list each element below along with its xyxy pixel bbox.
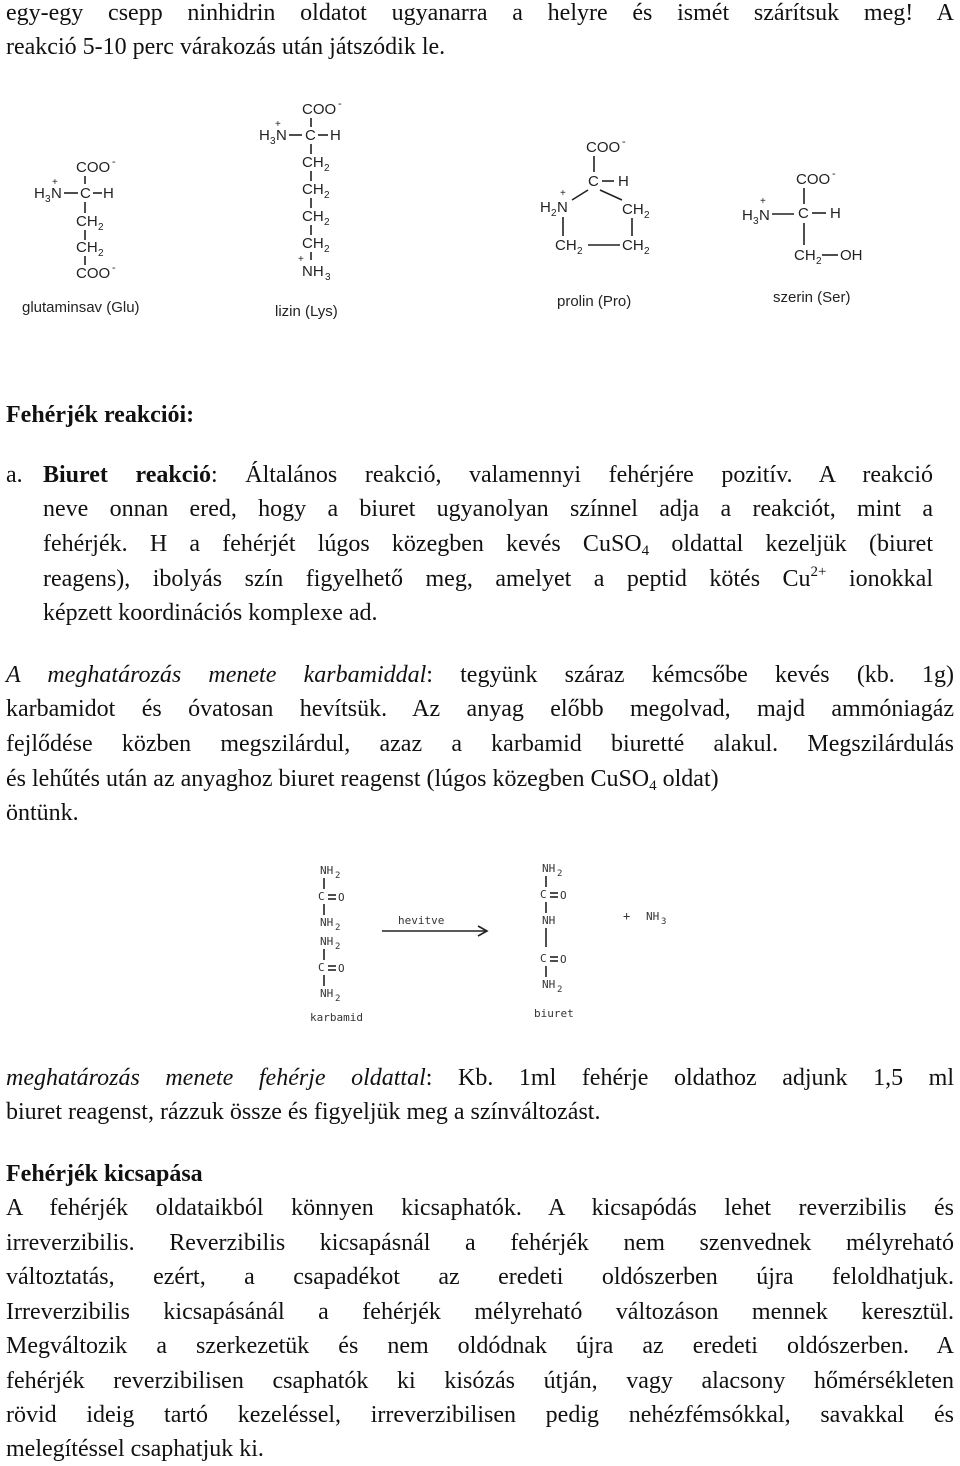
svg-text:2: 2	[335, 942, 341, 952]
biuret-line-4: reagens), ibolyás szín figyelhető meg, amelyet a peptid kötés $Cu^{2+}$ ionokkal	[43, 564, 933, 592]
glutamic-acid-structure	[34, 156, 116, 282]
svg-text:C: C	[540, 888, 547, 901]
biuret-line-5: képzett koordinációs komplexe ad.	[43, 600, 378, 626]
svg-text:-: -	[622, 136, 626, 148]
svg-text:+: +	[275, 119, 281, 130]
svg-text:2: 2	[577, 246, 583, 257]
svg-text:2: 2	[551, 208, 557, 219]
precip-line: fehérjék reverzibilisen csaphatók ki kisózás útján, vagy alacsony hőmérsékleten	[6, 1368, 954, 1394]
svg-text:H: H	[259, 127, 270, 144]
svg-text:2: 2	[98, 248, 104, 259]
svg-text:NH: NH	[320, 935, 334, 948]
svg-text:COO: COO	[302, 101, 337, 118]
svg-text:C: C	[318, 890, 325, 903]
svg-text:H: H	[103, 185, 114, 202]
svg-text:-: -	[112, 262, 116, 274]
karbamid-label: karbamid	[310, 1011, 363, 1024]
svg-text:NH: NH	[320, 987, 334, 1000]
item-letter: a.	[6, 462, 23, 488]
svg-text:N: N	[557, 199, 568, 216]
svg-text:CH: CH	[555, 237, 577, 254]
karbamid-line-3: fejlődése közben megszilárdul, azaz a karbamid biuretté alakul. Megszilárdulás	[6, 731, 954, 757]
svg-text:O: O	[338, 891, 345, 904]
biuret-label: biuret	[534, 1007, 574, 1020]
svg-text:-: -	[338, 98, 342, 110]
svg-text:O: O	[338, 962, 345, 975]
svg-text:3: 3	[661, 917, 667, 927]
svg-text:NH: NH	[542, 914, 556, 927]
protein-line-2: biuret reagenst, rázzuk össze és figyeljük meg a színváltozást.	[6, 1099, 601, 1125]
svg-text:3: 3	[270, 136, 276, 147]
lysine-structure	[259, 98, 342, 283]
lys-label: lizin (Lys)	[275, 303, 338, 320]
svg-text:COO: COO	[586, 139, 621, 156]
svg-text:2: 2	[324, 217, 330, 228]
svg-text:CH: CH	[622, 237, 644, 254]
precip-line-last: melegítéssel csaphatjuk ki.	[6, 1436, 264, 1462]
svg-text:COO: COO	[796, 171, 831, 188]
biuret-structure	[540, 862, 567, 995]
precipitation-heading: Fehérjék kicsapása	[6, 1161, 203, 1187]
svg-text:NH: NH	[542, 978, 556, 991]
karbamid-line-1: A meghatározás menete karbamiddal: tegyünk száraz kémcsőbe kevés (kb. 1g)	[6, 662, 955, 688]
svg-text:H: H	[742, 207, 753, 224]
svg-text:2: 2	[644, 210, 650, 221]
svg-text:NH: NH	[320, 916, 334, 929]
biuret-line-1: Biuret reakció: Általános reakció, valamennyi fehérjére pozitív. A reakció	[43, 462, 933, 488]
precip-line: rövid ideig tartó kezeléssel, irreverzibilisen pedig nehézfémsókkal, savakkal és	[6, 1402, 954, 1428]
svg-text:H: H	[540, 199, 551, 216]
svg-text:+: +	[298, 254, 304, 265]
svg-text:OH: OH	[840, 247, 863, 264]
precip-line: változtatás, ezért, a csapadékot az eredeti oldószerben újra feloldhatjuk.	[6, 1264, 954, 1290]
svg-text:2: 2	[335, 994, 341, 1004]
karbamid-line-2: karbamidot és óvatosan hevítsük. Az anyag előbb megolvad, majd ammóniagáz	[6, 696, 954, 722]
svg-text:N: N	[51, 185, 62, 202]
svg-text:C: C	[80, 185, 91, 202]
svg-text:+: +	[760, 196, 766, 207]
svg-text:3: 3	[753, 216, 759, 227]
urea-dimer	[318, 864, 345, 1004]
svg-text:CH: CH	[76, 239, 98, 256]
svg-text:2: 2	[335, 871, 341, 881]
svg-text:2: 2	[816, 256, 822, 267]
svg-text:-: -	[832, 168, 836, 180]
biuret-line-3: fehérjék. H a fehérjét lúgos közegben kevés CuSO$_4$ oldattal kezeljük (biuret	[43, 531, 933, 559]
precip-line: A fehérjék oldataikból könnyen kicsaphatók. A kicsapódás lehet reverzibilis és	[6, 1195, 954, 1221]
svg-text:2: 2	[557, 985, 563, 995]
karbamid-line-5: öntünk.	[6, 800, 79, 826]
svg-text:C: C	[798, 205, 809, 222]
svg-text:C: C	[305, 127, 316, 144]
pro-label: prolin (Pro)	[557, 293, 632, 310]
amino-acid-structures-figure	[0, 90, 960, 330]
precip-line: Irreverzibilis kicsapásánál a fehérjék mélyreható változáson mennek keresztül.	[6, 1299, 954, 1325]
section-heading: Fehérjék reakciói:	[6, 402, 195, 428]
ammonia: NH	[646, 910, 660, 923]
svg-text:CH: CH	[302, 181, 324, 198]
glu-label: glutaminsav (Glu)	[22, 299, 140, 316]
svg-text:2: 2	[335, 923, 341, 933]
svg-text:H: H	[34, 185, 45, 202]
plus-sign: +	[623, 909, 631, 923]
svg-text:CH: CH	[302, 235, 324, 252]
svg-text:2: 2	[324, 244, 330, 255]
svg-text:C: C	[588, 173, 599, 190]
svg-text:CH: CH	[76, 213, 98, 230]
intro-line-1: egy-egy csepp ninhidrin oldatot ugyanarra a helyre és ismét szárítsuk meg! A	[6, 0, 954, 26]
svg-text:2: 2	[324, 163, 330, 174]
arrow-label: hevitve	[398, 914, 445, 927]
svg-text:3: 3	[325, 272, 331, 283]
svg-text:CH: CH	[302, 154, 324, 171]
svg-text:NH: NH	[320, 864, 334, 877]
svg-text:O: O	[560, 889, 567, 902]
svg-text:+: +	[560, 188, 566, 199]
svg-text:3: 3	[45, 194, 51, 205]
precip-line: irreverzibilis. Reverzibilis kicsapásnál a fehérjék nem szenvednek mélyreható	[6, 1230, 954, 1256]
intro-line-2: reakció 5-10 perc várakozás után játszódik le.	[6, 34, 446, 60]
protein-line-1: meghatározás menete fehérje oldattal: Kb. 1ml fehérje oldathoz adjunk 1,5 ml	[6, 1065, 954, 1091]
precip-line: Megváltozik a szerkezetük és nem oldódnak újra az eredeti oldószerben. A	[6, 1333, 954, 1359]
biuret-reaction-diagram	[290, 855, 690, 1030]
svg-text:+: +	[52, 177, 58, 188]
serine-structure	[742, 168, 863, 267]
svg-text:N: N	[276, 127, 287, 144]
svg-text:2: 2	[557, 869, 563, 879]
svg-text:H: H	[830, 205, 841, 222]
svg-text:CH: CH	[622, 201, 644, 218]
svg-text:C: C	[540, 952, 547, 965]
biuret-line-2: neve onnan ered, hogy a biuret ugyanolyan színnel adja a reakciót, mint a	[43, 496, 933, 522]
svg-text:NH: NH	[302, 263, 324, 280]
svg-text:-: -	[112, 156, 116, 168]
svg-text:C: C	[318, 961, 325, 974]
svg-text:H: H	[330, 127, 341, 144]
svg-text:H: H	[618, 173, 629, 190]
svg-text:2: 2	[98, 222, 104, 233]
svg-text:O: O	[560, 953, 567, 966]
svg-text:N: N	[759, 207, 770, 224]
karbamid-line-4: és lehűtés után az anyaghoz biuret reagenst (lúgos közegben CuSO$_4$ oldat)	[6, 766, 719, 794]
svg-text:CH: CH	[302, 208, 324, 225]
ser-label: szerin (Ser)	[773, 289, 851, 306]
proline-structure	[540, 136, 650, 257]
svg-text:COO: COO	[76, 159, 111, 176]
svg-text:COO: COO	[76, 265, 111, 282]
svg-text:NH: NH	[542, 862, 556, 875]
svg-text:2: 2	[324, 190, 330, 201]
svg-text:2: 2	[644, 246, 650, 257]
svg-text:CH: CH	[794, 247, 816, 264]
